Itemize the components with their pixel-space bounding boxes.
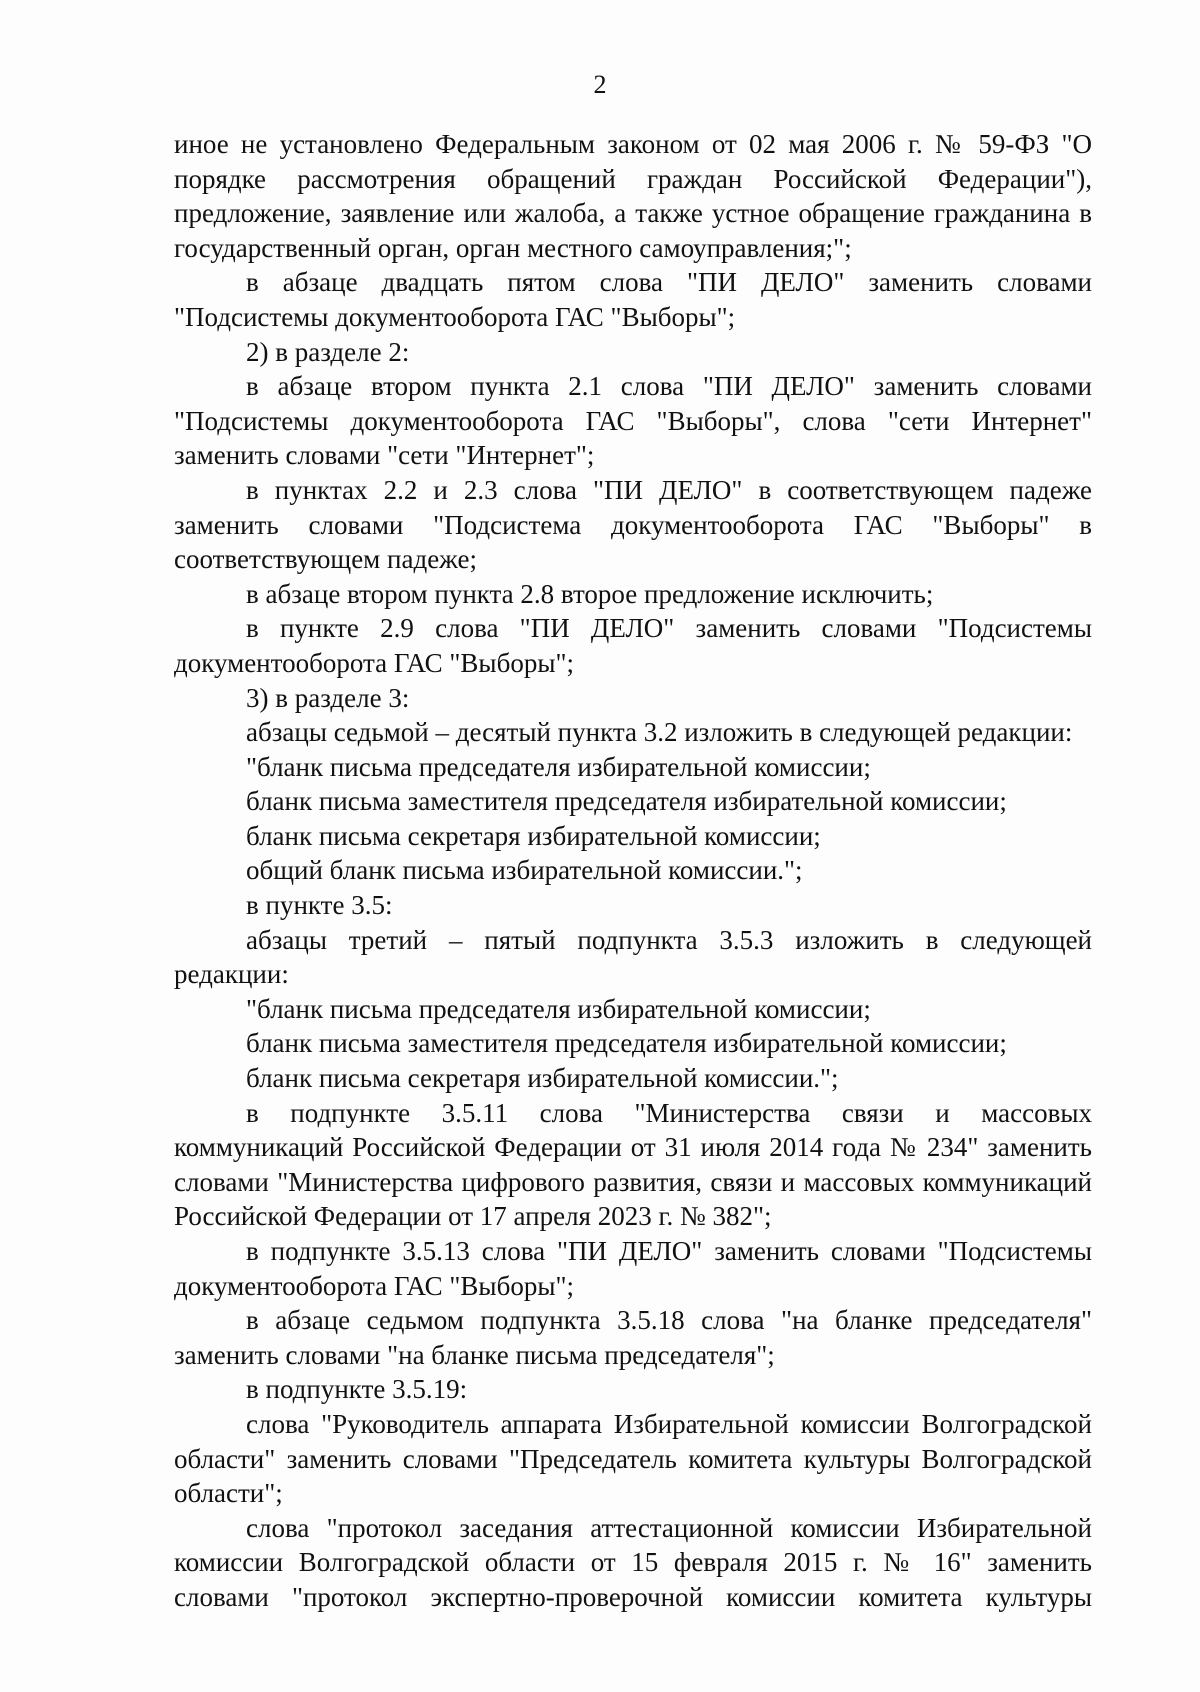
paragraph-17: бланк письма заместителя председателя избирательной комиссии; bbox=[246, 1028, 1007, 1059]
paragraph-2: в абзаце двадцать пятом слова "ПИ ДЕЛО" заменить словами "Подсистемы документооборота ГАС "Выборы"; bbox=[174, 267, 1092, 332]
paragraph-13: общий бланк письма избирательной комиссии."; bbox=[246, 855, 803, 886]
paragraph-24: слова "протокол заседания аттестационной комиссии Избирательной комиссии Волгоградской области от 15 февраля 2015 г. № 16" заменить словами "протокол экспертно-проверочной комиссии комитета культуры bbox=[174, 1512, 1092, 1612]
paragraph-1: иное не установлено Федеральным законом от 02 мая 2006 г. № 59-ФЗ "О порядке рассмотрения обращений граждан Российской Федерации"), предложение, заявление или жалоба, а также устное обращение гражданина в государственный орган, орган местного самоуправления;"; bbox=[174, 129, 1092, 263]
paragraph-8: 3) в разделе 3: bbox=[246, 682, 410, 713]
paragraph-15: абзацы третий – пятый подпункта 3.5.3 изложить в следующей редакции: bbox=[174, 924, 1092, 990]
paragraph-18: бланк письма секретаря избирательной комиссии."; bbox=[246, 1063, 839, 1094]
paragraph-5: в пунктах 2.2 и 2.3 слова "ПИ ДЕЛО" в соответствующем падеже заменить словами "Подсистема документооборота ГАС "Выборы" в соответствующем падеже; bbox=[174, 474, 1092, 575]
paragraph-22: в подпункте 3.5.19: bbox=[246, 1374, 468, 1405]
document-body bbox=[174, 127, 1092, 1615]
paragraph-11: бланк письма заместителя председателя избирательной комиссии; bbox=[246, 786, 1007, 817]
paragraph-7: в пункте 2.9 слова "ПИ ДЕЛО" заменить словами "Подсистемы документооборота ГАС "Выборы"; bbox=[174, 613, 1092, 678]
paragraph-9: абзацы седьмой – десятый пункта 3.2 изложить в следующей редакции: bbox=[246, 717, 1073, 748]
paragraph-19: в подпункте 3.5.11 слова "Министерства связи и массовых коммуникаций Российской Федерации от 31 июля 2014 года № 234" заменить словами "Министерства цифрового развития, связи и массовых коммуникаций Российской Федерации от 17 апреля 2023 г. № 382"; bbox=[174, 1097, 1092, 1232]
paragraph-14: в пункте 3.5: bbox=[246, 890, 393, 921]
paragraph-4: в абзаце втором пункта 2.1 слова "ПИ ДЕЛО" заменить словами "Подсистемы документооборота ГАС "Выборы", слова "сети Интернет" заменить словами "сети "Интернет"; bbox=[174, 371, 1092, 471]
paragraph-3: 2) в разделе 2: bbox=[246, 336, 410, 367]
paragraph-23: слова "Руководитель аппарата Избирательной комиссии Волгоградской области" заменить словами "Председатель комитета культуры Волгоградской области"; bbox=[174, 1408, 1092, 1509]
paragraph-10: "бланк письма председателя избирательной комиссии; bbox=[246, 751, 871, 782]
paragraph-16: "бланк письма председателя избирательной комиссии; bbox=[246, 993, 871, 1024]
paragraph-6: в абзаце втором пункта 2.8 второе предложение исключить; bbox=[246, 578, 934, 609]
paragraph-21: в абзаце седьмом подпункта 3.5.18 слова "на бланке председателя" заменить словами "на бланке письма председателя"; bbox=[174, 1305, 1092, 1370]
paragraph-20: в подпункте 3.5.13 слова "ПИ ДЕЛО" заменить словами "Подсистемы документооборота ГАС "Выборы"; bbox=[174, 1236, 1092, 1301]
page-number: 2 bbox=[593, 70, 607, 99]
paragraph-12: бланк письма секретаря избирательной комиссии; bbox=[246, 820, 821, 851]
